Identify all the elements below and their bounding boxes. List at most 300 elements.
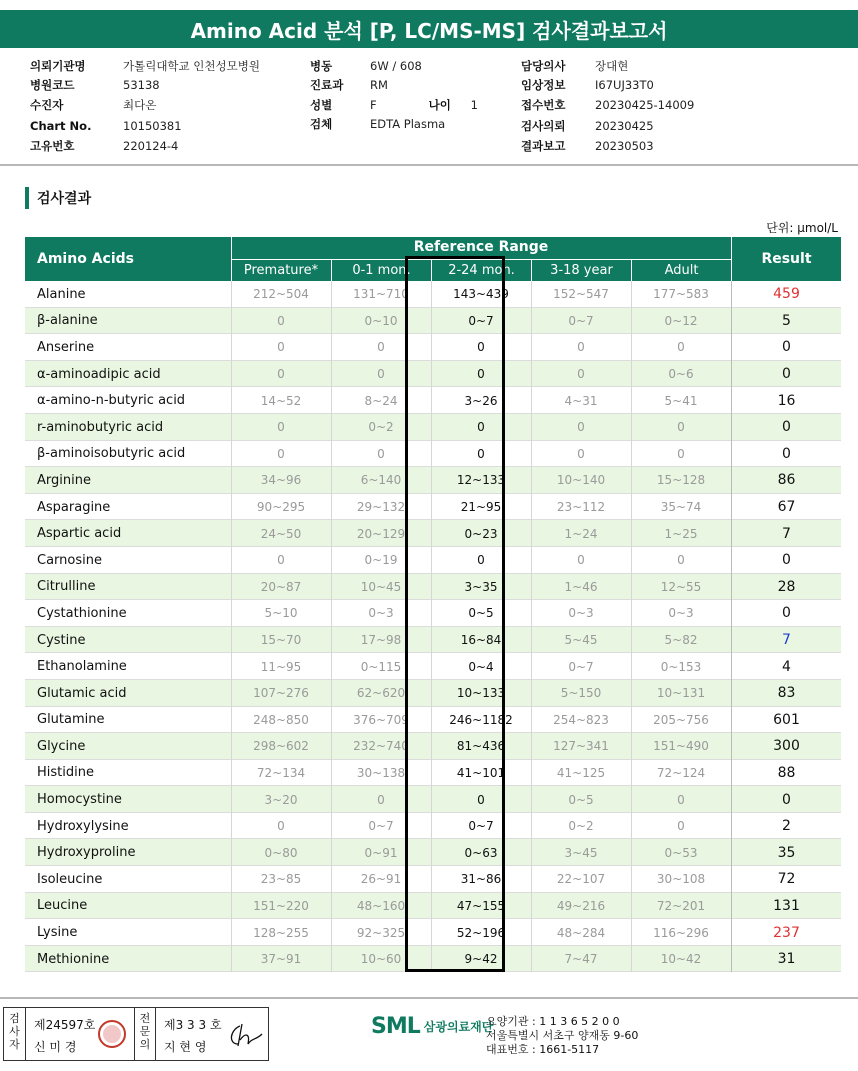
info-column-2	[310, 56, 478, 134]
handwritten-signature-icon	[226, 1020, 266, 1050]
reference-range-cell: 92~325	[356, 925, 406, 940]
info-row	[521, 76, 694, 96]
info-row	[310, 56, 478, 76]
table-row	[25, 600, 841, 627]
reference-range-cell: 0~2	[568, 819, 594, 834]
column-divider	[531, 866, 532, 893]
result-value: 83	[731, 680, 841, 707]
reference-range-cell: 0	[677, 446, 685, 461]
table-row	[25, 547, 841, 574]
reference-range-cell: 10~133	[456, 686, 506, 701]
reference-range-cell: 0	[377, 446, 385, 461]
header-ref-col: Adult	[631, 259, 731, 281]
reference-range-cell: 7~47	[564, 952, 598, 967]
info-value: EDTA Plasma	[370, 117, 446, 132]
amino-acid-name: Cystine	[37, 632, 86, 648]
column-divider	[631, 653, 632, 680]
reference-range-cell: 6~140	[360, 473, 402, 488]
column-divider	[331, 760, 332, 787]
amino-acid-name: Histidine	[37, 765, 94, 781]
reference-range-cell: 5~150	[560, 686, 602, 701]
column-divider	[631, 600, 632, 627]
result-value: 0	[731, 786, 841, 813]
table-row	[25, 786, 841, 813]
amino-acid-name: β-alanine	[37, 313, 98, 329]
table-row	[25, 707, 841, 734]
table-row	[25, 919, 841, 946]
info-label: 임상정보	[521, 78, 566, 93]
info-label: 고유번호	[30, 138, 75, 153]
reference-range-cell: 10~42	[660, 952, 702, 967]
result-value: 7	[731, 520, 841, 547]
info-value: 220124-4	[123, 138, 179, 153]
reference-range-cell: 35~74	[660, 500, 702, 515]
column-divider	[431, 733, 432, 760]
reference-range-cell: 0~3	[668, 606, 694, 621]
result-value: 2	[731, 813, 841, 840]
info-row	[30, 136, 260, 156]
column-divider	[531, 361, 532, 388]
column-divider	[631, 281, 632, 308]
table-row	[25, 680, 841, 707]
reference-range-cell: 232~740	[353, 739, 409, 754]
reference-range-cell: 0	[577, 446, 585, 461]
sml-logo	[367, 1014, 493, 1039]
reference-range-cell: 0	[277, 367, 285, 382]
table-row	[25, 574, 841, 601]
column-divider	[631, 520, 632, 547]
column-divider	[531, 574, 532, 601]
reference-range-cell: 177~583	[653, 287, 709, 302]
reference-range-cell: 254~823	[553, 712, 609, 727]
result-value: 28	[731, 574, 841, 601]
column-divider	[531, 760, 532, 787]
reference-range-cell: 26~91	[360, 872, 402, 887]
column-divider	[331, 627, 332, 654]
reference-range-cell: 17~98	[360, 633, 402, 648]
reference-range-cell: 0~3	[568, 606, 594, 621]
reference-range-cell: 3~45	[564, 845, 598, 860]
info-label: 의뢰기관명	[30, 58, 86, 73]
column-divider	[531, 387, 532, 414]
reference-range-cell: 5~82	[664, 633, 698, 648]
reference-range-cell: 0~7	[468, 313, 494, 328]
result-value: 237	[731, 919, 841, 946]
column-divider	[431, 839, 432, 866]
column-divider	[431, 308, 432, 335]
reference-range-cell: 48~284	[556, 925, 606, 940]
reference-range-cell: 0	[677, 819, 685, 834]
column-divider	[331, 414, 332, 441]
column-divider	[531, 467, 532, 494]
column-divider	[331, 547, 332, 574]
header-result: Result	[731, 237, 841, 281]
reference-range-cell: 0	[377, 792, 385, 807]
reference-range-cell: 72~134	[256, 765, 306, 780]
column-divider	[631, 813, 632, 840]
patient-info	[0, 56, 858, 156]
info-value: 가톨릭대학교 인천성모병원	[123, 58, 260, 73]
column-divider	[631, 574, 632, 601]
column-divider	[631, 946, 632, 973]
reference-range-cell: 0~80	[264, 845, 298, 860]
column-divider	[631, 494, 632, 521]
info-value: 20230425-14009	[595, 97, 695, 112]
reference-range-cell: 0	[477, 446, 485, 461]
info-value: 20230425	[595, 119, 654, 134]
reference-range-cell: 1~25	[664, 526, 698, 541]
column-divider	[331, 574, 332, 601]
reference-range-cell: 127~341	[553, 739, 609, 754]
address-line-2: 서울특별시 서초구 양재동 9-60	[486, 1029, 639, 1042]
reference-range-cell: 0~4	[468, 659, 494, 674]
table-row	[25, 414, 841, 441]
column-divider	[531, 680, 532, 707]
reference-range-cell: 143~439	[453, 287, 509, 302]
reference-range-cell: 0	[277, 553, 285, 568]
reference-range-cell: 0	[277, 446, 285, 461]
amino-acid-name: Isoleucine	[37, 871, 103, 887]
reference-range-cell: 0~7	[368, 819, 394, 834]
reference-range-cell: 0	[277, 313, 285, 328]
reference-range-cell: 30~108	[656, 872, 706, 887]
amino-acid-name: Hydroxyproline	[37, 845, 136, 861]
reference-range-cell: 212~504	[253, 287, 309, 302]
info-value: F	[370, 97, 377, 112]
signer-1-role: 검사자	[4, 1008, 26, 1060]
reference-range-cell: 131~710	[353, 287, 409, 302]
amino-acid-name: Ethanolamine	[37, 659, 127, 675]
logo-mark: SML	[371, 1014, 420, 1039]
reference-range-cell: 10~45	[360, 579, 402, 594]
section-title: 검사결과	[25, 187, 91, 209]
info-label: 성별	[310, 97, 333, 112]
info-column-1	[30, 56, 260, 156]
column-divider	[331, 733, 332, 760]
reference-range-cell: 116~296	[653, 925, 709, 940]
column-divider	[331, 813, 332, 840]
column-divider	[331, 786, 332, 813]
reference-range-cell: 0~12	[664, 313, 698, 328]
amino-acid-name: Cystathionine	[37, 605, 127, 621]
reference-range-cell: 29~132	[356, 500, 406, 515]
reference-range-cell: 10~131	[656, 686, 706, 701]
header-amino-acids: Amino Acids	[37, 251, 134, 267]
reference-range-cell: 0~7	[568, 659, 594, 674]
table-row	[25, 893, 841, 920]
reference-range-cell: 1~46	[564, 579, 598, 594]
column-divider	[631, 680, 632, 707]
reference-range-cell: 0	[677, 420, 685, 435]
column-divider	[531, 707, 532, 734]
column-divider	[631, 361, 632, 388]
table-row	[25, 866, 841, 893]
result-value: 0	[731, 361, 841, 388]
column-divider	[631, 839, 632, 866]
column-divider	[431, 760, 432, 787]
table-row	[25, 387, 841, 414]
column-divider	[531, 786, 532, 813]
reference-range-cell: 0~19	[364, 553, 398, 568]
reference-range-cell: 34~96	[260, 473, 302, 488]
amino-acid-name: Alanine	[37, 286, 86, 302]
reference-range-cell: 0	[277, 819, 285, 834]
column-divider	[431, 467, 432, 494]
result-value: 4	[731, 653, 841, 680]
column-divider	[331, 946, 332, 973]
column-divider	[531, 308, 532, 335]
column-divider	[331, 361, 332, 388]
column-divider	[331, 520, 332, 547]
column-divider	[431, 946, 432, 973]
reference-range-cell: 0~115	[360, 659, 402, 674]
reference-range-cell: 31~86	[460, 872, 502, 887]
column-divider	[431, 547, 432, 574]
table-row	[25, 441, 841, 468]
info-value: 53138	[123, 78, 160, 93]
column-divider	[331, 600, 332, 627]
column-divider	[431, 627, 432, 654]
column-divider	[431, 520, 432, 547]
amino-acid-name: Hydroxylysine	[37, 818, 129, 834]
amino-acid-name: Homocystine	[37, 792, 122, 808]
result-value: 86	[731, 467, 841, 494]
table-row	[25, 281, 841, 308]
column-divider	[531, 600, 532, 627]
reference-range-cell: 0~7	[568, 313, 594, 328]
unit-label: 단위: μmol/L	[766, 221, 838, 235]
result-value: 88	[731, 760, 841, 787]
info-row	[310, 115, 478, 135]
column-divider	[631, 866, 632, 893]
table-row	[25, 361, 841, 388]
column-divider	[431, 441, 432, 468]
result-value: 0	[731, 600, 841, 627]
reference-range-cell: 3~35	[464, 579, 498, 594]
column-divider	[631, 919, 632, 946]
info-label: 병동	[310, 58, 333, 73]
column-divider	[631, 786, 632, 813]
column-divider	[431, 600, 432, 627]
reference-range-cell: 81~436	[456, 739, 506, 754]
info-row	[30, 95, 260, 115]
reference-range-cell: 0	[377, 340, 385, 355]
reference-range-cell: 0	[477, 367, 485, 382]
amino-acid-name: r-aminobutyric acid	[37, 419, 164, 435]
info-value: 최다온	[123, 97, 157, 112]
info-label: 병원코드	[30, 78, 75, 93]
column-divider	[631, 441, 632, 468]
reference-range-cell: 0	[377, 367, 385, 382]
reference-range-cell: 0	[277, 340, 285, 355]
info-value: 장대현	[595, 58, 629, 73]
signer-2-role: 전문의	[134, 1008, 156, 1060]
result-value: 300	[731, 733, 841, 760]
column-divider	[531, 946, 532, 973]
result-value: 67	[731, 494, 841, 521]
reference-range-cell: 90~295	[256, 500, 306, 515]
signer-1-number: 제24597호	[34, 1018, 96, 1032]
table-row	[25, 520, 841, 547]
column-divider	[531, 893, 532, 920]
column-divider	[431, 893, 432, 920]
amino-acid-name: Glutamic acid	[37, 685, 127, 701]
signer-2-name: 지 현 영	[164, 1040, 207, 1054]
table-body	[25, 281, 841, 972]
info-row	[30, 76, 260, 96]
reference-range-cell: 0	[577, 420, 585, 435]
column-divider	[331, 707, 332, 734]
result-value: 31	[731, 946, 841, 973]
reference-range-cell: 128~255	[253, 925, 309, 940]
result-value: 35	[731, 839, 841, 866]
reference-range-cell: 21~95	[460, 500, 502, 515]
reference-range-cell: 0	[477, 340, 485, 355]
reference-range-cell: 0	[477, 420, 485, 435]
reference-range-cell: 0~5	[568, 792, 594, 807]
column-divider	[531, 334, 532, 361]
signer-1-name: 신 미 경	[34, 1040, 77, 1054]
column-divider	[631, 893, 632, 920]
column-divider	[531, 494, 532, 521]
reference-range-cell: 10~60	[360, 952, 402, 967]
reference-range-cell: 151~490	[653, 739, 709, 754]
reference-range-cell: 0	[477, 553, 485, 568]
header-ref-col: 2-24 mon.	[431, 259, 531, 281]
column-divider	[631, 334, 632, 361]
reference-range-cell: 0~2	[368, 420, 394, 435]
reference-range-cell: 12~133	[456, 473, 506, 488]
column-divider	[531, 441, 532, 468]
reference-range-cell: 37~91	[260, 952, 302, 967]
reference-range-cell: 5~10	[264, 606, 298, 621]
info-value: 10150381	[123, 119, 182, 134]
reference-range-cell: 205~756	[653, 712, 709, 727]
reference-range-cell: 47~155	[456, 898, 506, 913]
column-divider	[331, 387, 332, 414]
table-row	[25, 760, 841, 787]
column-divider	[631, 547, 632, 574]
column-divider	[431, 707, 432, 734]
result-value: 0	[731, 414, 841, 441]
reference-range-cell: 0~5	[468, 606, 494, 621]
column-divider	[331, 467, 332, 494]
reference-range-cell: 0~23	[464, 526, 498, 541]
reference-range-cell: 152~547	[553, 287, 609, 302]
result-value: 72	[731, 866, 841, 893]
reference-range-cell: 16~84	[460, 633, 502, 648]
info-value: I67UJ33T0	[595, 78, 654, 93]
reference-range-cell: 0	[577, 553, 585, 568]
column-divider	[331, 866, 332, 893]
reference-range-cell: 0~91	[364, 845, 398, 860]
amino-acid-name: Glycine	[37, 738, 86, 754]
table-row	[25, 813, 841, 840]
result-value: 0	[731, 334, 841, 361]
reference-range-cell: 248~850	[253, 712, 309, 727]
reference-range-cell: 0~53	[664, 845, 698, 860]
info-row	[310, 95, 478, 115]
reference-range-cell: 49~216	[556, 898, 606, 913]
amino-acid-name: Carnosine	[37, 552, 102, 568]
column-divider	[431, 387, 432, 414]
header-ref-col: 0-1 mon.	[331, 259, 431, 281]
reference-range-cell: 376~709	[353, 712, 409, 727]
table-row	[25, 733, 841, 760]
table-row	[25, 839, 841, 866]
amino-acid-name: α-amino-n-butyric acid	[37, 393, 186, 409]
info-label: 검체	[310, 117, 333, 132]
reference-range-cell: 22~107	[556, 872, 606, 887]
column-divider	[431, 919, 432, 946]
column-divider	[431, 813, 432, 840]
reference-range-cell: 15~70	[260, 633, 302, 648]
reference-range-cell: 41~125	[556, 765, 606, 780]
column-divider	[331, 334, 332, 361]
column-divider	[531, 733, 532, 760]
info-row	[521, 56, 694, 76]
info-label: 결과보고	[521, 138, 566, 153]
column-divider	[331, 839, 332, 866]
amino-acid-name: Methionine	[37, 951, 110, 967]
info-row	[30, 56, 260, 76]
result-value: 0	[731, 547, 841, 574]
reference-range-cell: 4~31	[564, 393, 598, 408]
column-divider	[631, 760, 632, 787]
info-label: 접수번호	[521, 97, 566, 112]
result-value: 7	[731, 627, 841, 654]
result-value: 601	[731, 707, 841, 734]
reference-range-cell: 5~41	[664, 393, 698, 408]
signer-2-number: 제3 3 3 호	[164, 1018, 222, 1032]
column-divider	[631, 627, 632, 654]
footer-divider	[0, 997, 858, 999]
result-value: 459	[731, 281, 841, 308]
column-divider	[431, 334, 432, 361]
reference-range-cell: 23~112	[556, 500, 606, 515]
reference-range-cell: 3~26	[464, 393, 498, 408]
column-divider	[631, 467, 632, 494]
column-divider	[331, 919, 332, 946]
column-divider	[331, 893, 332, 920]
table-row	[25, 946, 841, 973]
column-divider	[431, 414, 432, 441]
reference-range-cell: 20~129	[356, 526, 406, 541]
column-divider	[331, 441, 332, 468]
reference-range-cell: 10~140	[556, 473, 606, 488]
reference-range-cell: 24~50	[260, 526, 302, 541]
table-row	[25, 627, 841, 654]
info-row	[521, 136, 694, 156]
reference-range-cell: 3~20	[264, 792, 298, 807]
amino-acid-name: Citrulline	[37, 579, 96, 595]
column-divider	[531, 414, 532, 441]
reference-range-cell: 30~138	[356, 765, 406, 780]
info-label: Chart No.	[30, 119, 92, 134]
column-divider	[331, 494, 332, 521]
result-value: 5	[731, 308, 841, 335]
info-row	[310, 76, 478, 96]
reference-range-cell: 72~124	[656, 765, 706, 780]
column-divider	[631, 308, 632, 335]
seal-stamp-icon	[96, 1018, 128, 1050]
reference-range-cell: 20~87	[260, 579, 302, 594]
header-reference-range: Reference Range	[413, 239, 549, 255]
info-label: 담당의사	[521, 58, 566, 73]
amino-acid-name: Lysine	[37, 925, 78, 941]
reference-range-cell: 1~24	[564, 526, 598, 541]
info-row	[521, 95, 694, 115]
